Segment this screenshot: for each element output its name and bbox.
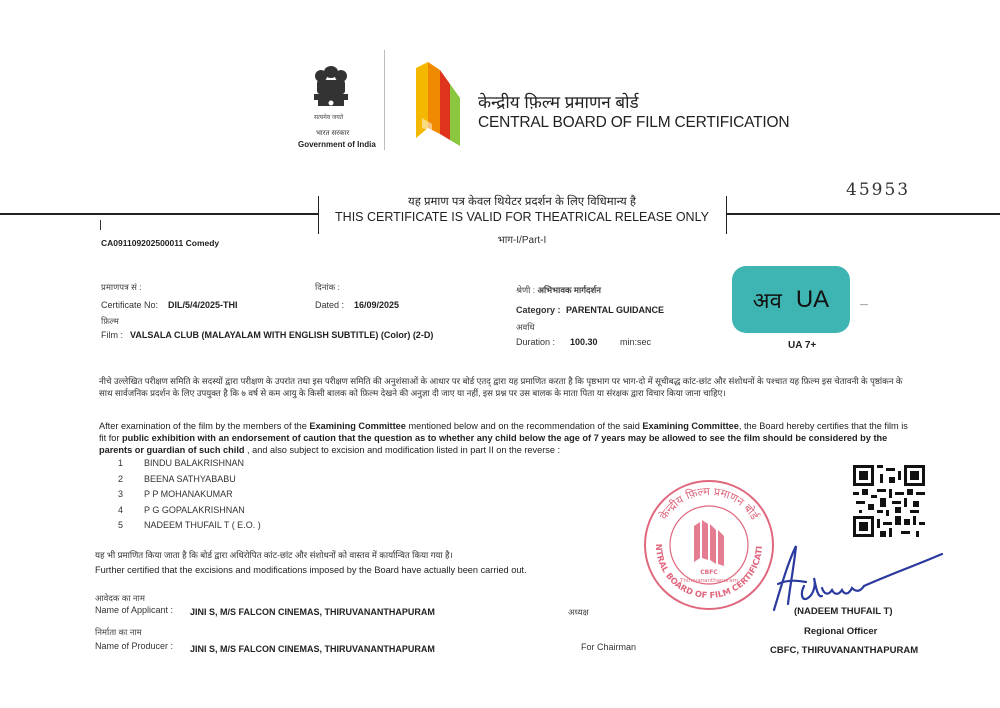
- producer-label: Name of Producer :: [95, 641, 174, 651]
- tick-mark: [100, 220, 101, 230]
- banner-rule-right: [726, 213, 1000, 215]
- banner-bracket-right: [726, 196, 727, 234]
- banner-part: भाग-I/Part-I: [497, 235, 547, 246]
- board-name-hindi: केन्द्रीय फ़िल्म प्रमाणन बोर्ड: [478, 93, 639, 112]
- rating-badge-hindi: अव: [752, 287, 782, 313]
- duration-label: Duration :: [516, 337, 556, 347]
- film-label: Film :: [101, 330, 124, 340]
- applicant-hindi: आवेदक का नाम: [95, 593, 145, 603]
- hindi-paragraph: नीचे उल्लेखित परीक्षण समिति के सदस्यों द्वारा परीक्षण के उपरांत तथा इस परीक्षण समिति की अनुशंसाओं के आधार पर बोर्ड एतद् द्वारा यह प्रमाणित करता है कि पृष्ठभाग पर भाग-दो में सूचीबद्ध कांट-छांट और संशोधनों के पश्चात यह फ़िल्म इस चेतावनी के पृष्ठांकन के साथ सार्वजनिक प्रदर्शन के लिए उपयुक्त है कि ७ वर्ष से कम आयु के किसी बालक को फ़िल्म देखने की अनुज्ञा दी जाए या नहीं, इस प्रश्न पर उस बालक के माता पिता या संरक्षक द्वारा विचार किया जाना चाहिए।: [99, 376, 903, 398]
- rating-badge: [732, 266, 850, 333]
- duration-unit: min:sec: [620, 337, 652, 347]
- signatory-office: CBFC, THIRUVANANTHAPURAM: [770, 645, 919, 656]
- signatory-name: (NADEEM THUFAIL T): [794, 606, 893, 617]
- board-name-english: CENTRAL BOARD OF FILM CERTIFICATION: [478, 114, 790, 131]
- date-hindi: दिनांक :: [315, 282, 340, 292]
- category-value: PARENTAL GUIDANCE: [566, 305, 665, 315]
- chairman-english: For Chairman: [581, 642, 637, 652]
- header-divider: [384, 50, 385, 150]
- banner-hindi: यह प्रमाण पत्र केवल थियेटर प्रदर्शन के लिए विधिमान्य है: [408, 196, 636, 208]
- date-value: 16/09/2025: [354, 300, 400, 310]
- list-item: 1 BINDU BALAKRISHNAN: [118, 458, 245, 468]
- cbfc-stamp: [642, 478, 776, 612]
- govt-english: Government of India: [298, 140, 376, 149]
- category-hindi: श्रेणी : अभिभावक मार्गदर्शन: [516, 285, 602, 295]
- header: [0, 0, 1000, 160]
- reference-code: CA091109202500011 Comedy: [101, 238, 220, 248]
- serial-number: 45953: [846, 180, 911, 200]
- list-item: 5 NADEEM THUFAIL T ( E.O. ): [118, 520, 261, 530]
- applicant-value: JINI S, M/S FALCON CINEMAS, THIRUVANANTHAPURAM: [190, 607, 435, 617]
- producer-value: JINI S, M/S FALCON CINEMAS, THIRUVANANTHAPURAM: [190, 644, 435, 654]
- duration-hindi: अवधि: [516, 322, 535, 332]
- cert-no-value: DIL/5/4/2025-THI: [168, 300, 238, 310]
- rating-badge-english: UA: [795, 285, 830, 313]
- category-label: Category :: [516, 305, 561, 315]
- emblem-motto: सत्यमेव जयते: [314, 115, 344, 121]
- svg-text:केन्द्रीय फ़िल्म प्रमाणन बोर्ड: [657, 485, 761, 523]
- signatory-title: Regional Officer: [804, 626, 878, 637]
- list-item: 2 BEENA SATHYABABU: [118, 473, 236, 484]
- category-hindi-value: अभिभावक मार्गदर्शन: [537, 285, 602, 295]
- committee-list: [118, 458, 418, 536]
- chairman-hindi: अध्यक्ष: [568, 607, 589, 617]
- stamp-bottom-text: NTRAL BOARD OF FILM CERTIFICATI: [653, 543, 765, 601]
- signature: [766, 540, 946, 616]
- film-value: VALSALA CLUB (MALAYALAM WITH ENGLISH SUBTITLE) (Color) (2-D): [130, 330, 434, 340]
- list-item: 4 P G GOPALAKRISHNAN: [118, 504, 245, 515]
- rating-sub: UA 7+: [788, 340, 817, 351]
- further-english: Further certified that the excisions and modifications imposed by the Board have actually been carried out.: [95, 565, 527, 575]
- english-paragraph: After examination of the film by the members of the Examining Committee mentioned below and on the recommendation of the said Examining Committee, the Board hereby certifies that the film is fit for public exhibition with an endorsement of caution that the question as to whether any child below the age of 7 years may be allowed to see the film should be considered by the parents or guardian of such child , and also subject to excision and modification listed in part II on the reverse :: [99, 421, 908, 455]
- banner-english: THIS CERTIFICATE IS VALID FOR THEATRICAL RELEASE ONLY: [335, 210, 709, 224]
- producer-hindi: निर्माता का नाम: [95, 627, 142, 637]
- list-item: 3 P P MOHANAKUMAR: [118, 489, 233, 499]
- cert-no-hindi: प्रमाणपत्र सं :: [101, 282, 142, 292]
- duration-value: 100.30: [570, 337, 598, 347]
- film-hindi: फ़िल्म: [101, 316, 119, 326]
- cbfc-logo-icon: [408, 58, 468, 150]
- date-label: Dated :: [315, 300, 345, 310]
- govt-hindi: भारत सरकार: [316, 130, 350, 137]
- applicant-label: Name of Applicant :: [95, 605, 174, 615]
- further-hindi: यह भी प्रमाणित किया जाता है कि बोर्ड द्वारा अधिरोपित कांट-छांट और संशोधनों को वास्तव में कार्यान्वित किया गया है।: [95, 550, 453, 560]
- stamp-center-text: CBFC: [700, 569, 718, 576]
- stamp-city-text: Thiruvananthapuram: [679, 578, 739, 584]
- cert-no-label: Certificate No:: [101, 300, 159, 310]
- side-mark: —: [860, 300, 868, 309]
- stamp-top-text: केन्द्रीय फ़िल्म प्रमाणन बोर्ड: [657, 484, 761, 522]
- banner-rule-left: [0, 213, 318, 215]
- qr-code-icon: [853, 465, 925, 537]
